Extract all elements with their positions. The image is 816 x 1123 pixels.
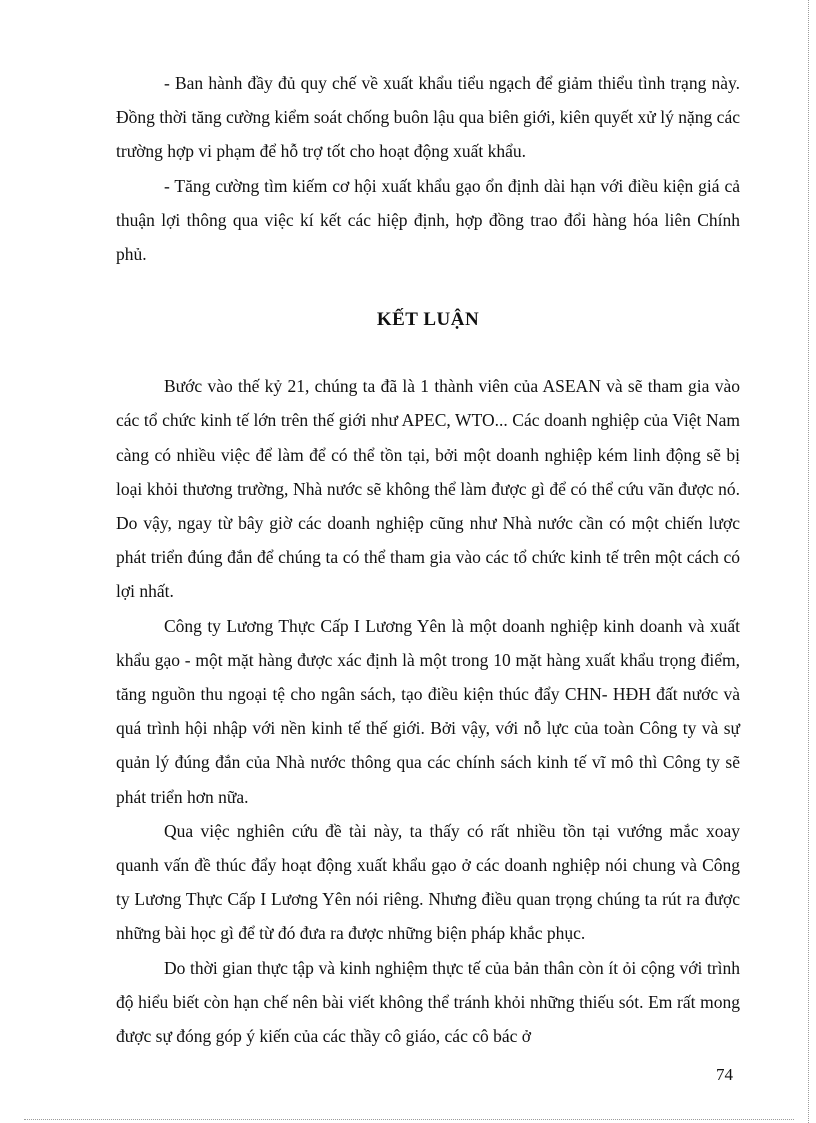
paragraph-conclusion-4: Do thời gian thực tập và kinh nghiệm thực tế của bản thân còn ít ỏi cộng với trình độ hiểu biết còn hạn chế nên bài viết không thể tránh khỏi những thiếu sót. Em rất mong được sự đóng góp ý kiến của các thầy cô giáo, các cô bác ở xyxy=(116,957,740,1047)
page-number: 74 xyxy=(716,1065,733,1084)
section-heading: KẾT LUẬN xyxy=(376,309,480,331)
paragraph-conclusion-3: Qua việc nghiên cứu đề tài này, ta thấy có rất nhiều tồn tại vướng mắc xoay quanh vấn đề thúc đẩy hoạt động xuất khẩu gạo ở các doanh nghiệp nói chung và Công ty Lương Thực Cấp I Lương Yên nói riêng. Nhưng điều quan trọng chúng ta rút ra được những bài học gì để từ đó đưa ra được những biện pháp khắc phục. xyxy=(116,820,740,944)
paragraph-conclusion-2: Công ty Lương Thực Cấp I Lương Yên là một doanh nghiệp kinh doanh và xuất khẩu gạo - một mặt hàng được xác định là một trong 10 mặt hàng xuất khẩu trọng điểm, tăng nguồn thu ngoại tệ cho ngân sách, tạo điều kiện thúc đẩy CHN- HĐH đất nước và quá trình hội nhập với nền kinh tế thế giới. Bởi vậy, với nỗ lực của toàn Công ty và sự quản lý đúng đắn của Nhà nước thông qua các chính sách kinh tế vĩ mô thì Công ty sẽ phát triển hơn nữa. xyxy=(116,615,740,807)
right-page-border xyxy=(808,0,809,1123)
bottom-page-border xyxy=(24,1119,794,1120)
paragraph-conclusion-1: Bước vào thế kỷ 21, chúng ta đã là 1 thành viên của ASEAN và sẽ tham gia vào các tổ chức kinh tế lớn trên thế giới như APEC, WTO... Các doanh nghiệp của Việt Nam càng có nhiều việc để làm để có thể tồn tại, bởi một doanh nghiệp kém linh động sẽ bị loại khỏi thương trường, Nhà nước sẽ không thể làm được gì để có thể cứu vãn được nó. Do vậy, ngay từ bây giờ các doanh nghiệp cũng như Nhà nước cần có một chiến lược phát triển đúng đắn để chúng ta có thể tham gia vào các tổ chức kinh tế trên một cách có lợi nhất. xyxy=(116,376,740,602)
page-body xyxy=(116,66,740,1053)
paragraph-export-regulation: - Ban hành đầy đủ quy chế về xuất khẩu tiểu ngạch để giảm thiểu tình trạng này. Đồng thời tăng cường kiểm soát chống buôn lậu qua biên giới, kiên quyết xử lý nặng các trường hợp vi phạm để hỗ trợ tốt cho hoạt động xuất khẩu. xyxy=(116,73,740,162)
paragraph-export-opportunity: - Tăng cường tìm kiếm cơ hội xuất khẩu gạo ổn định dài hạn với điều kiện giá cả thuận lợi thông qua việc kí kết các hiệp định, hợp đồng trao đổi hàng hóa liên Chính phủ. xyxy=(116,175,740,265)
